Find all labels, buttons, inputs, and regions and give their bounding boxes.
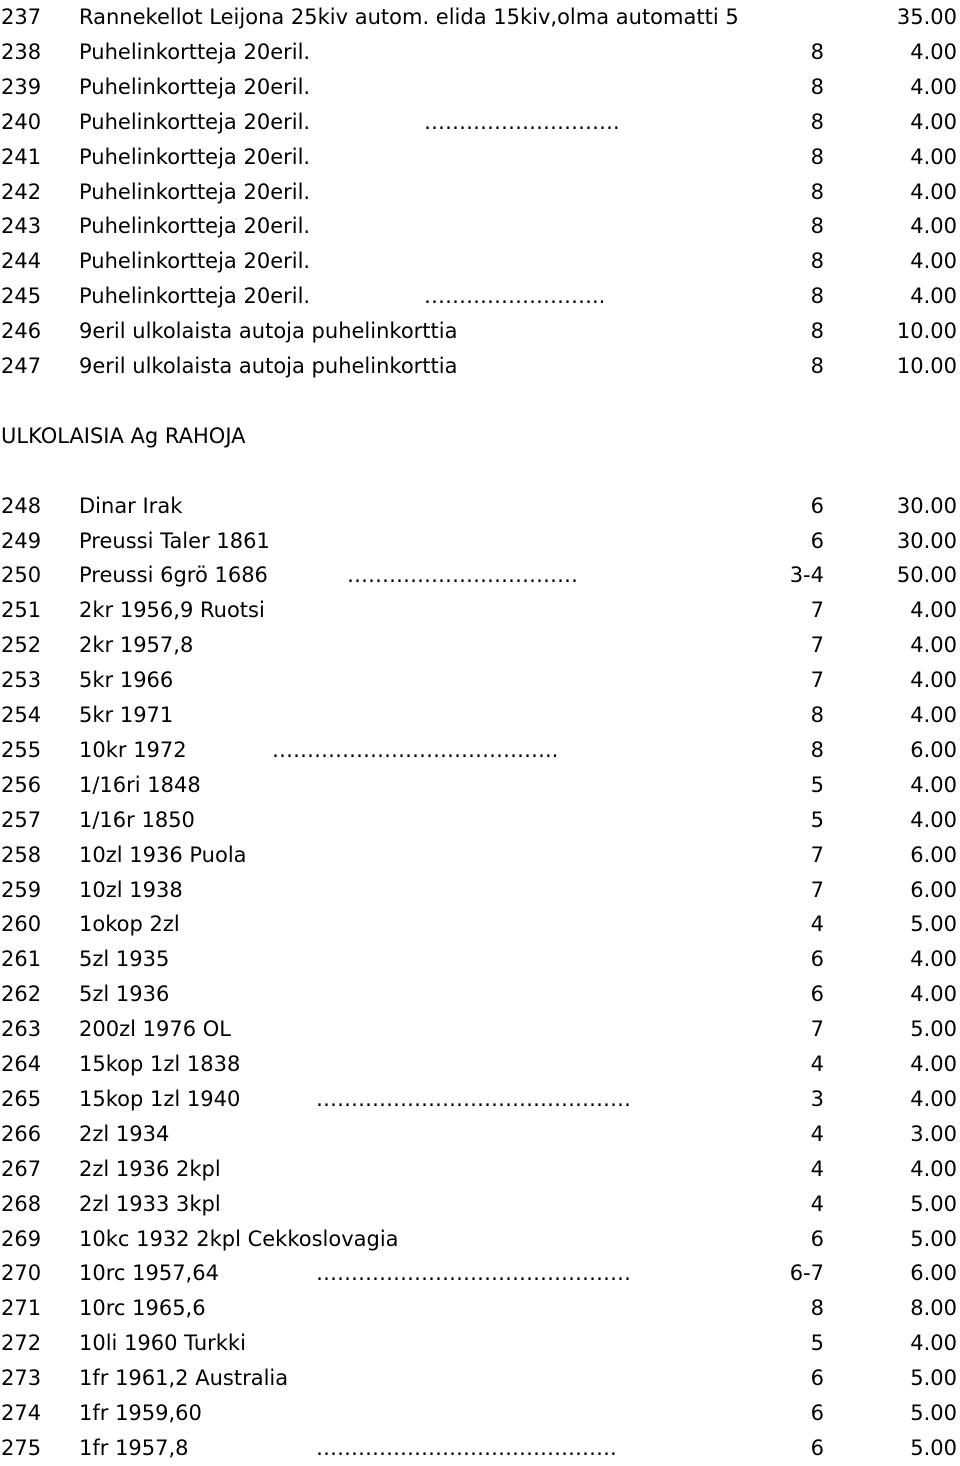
item-price: 4.00 (910, 947, 957, 972)
condition-grade: 6 (810, 982, 824, 1007)
condition-grade: 6 (810, 1366, 824, 1391)
lot-number: 243 (1, 214, 42, 239)
condition-grade: 7 (810, 598, 824, 623)
item-price: 4.00 (910, 249, 957, 274)
item-description: Puhelinkortteja 20eril. (79, 109, 311, 134)
item-description: 10rc 1965,6 (79, 1296, 206, 1321)
item-description: 5kr 1971 (79, 703, 174, 727)
list-item (0, 593, 960, 628)
item-price: 4.00 (910, 807, 957, 832)
lot-number: 261 (1, 947, 42, 972)
list-item (0, 349, 960, 384)
list-item (0, 733, 960, 768)
condition-grade: 6 (810, 1401, 824, 1425)
item-price: 4.00 (910, 982, 957, 1007)
item-price: 4.00 (910, 179, 957, 204)
item-price: 4.00 (910, 214, 957, 239)
lot-number: 273 (1, 1366, 42, 1391)
list-item (0, 105, 960, 140)
list-item (0, 314, 960, 349)
condition-grade: 8 (810, 319, 824, 344)
condition-grade: 8 (810, 737, 824, 762)
list-item (0, 803, 960, 838)
item-price: 6.00 (910, 877, 957, 902)
item-price: 4.00 (910, 668, 957, 693)
list-item (0, 1396, 960, 1431)
item-price: 4.00 (910, 1086, 957, 1111)
item-description: 1/16r 1850 (79, 807, 195, 832)
condition-grade: 4 (810, 912, 824, 937)
condition-grade: 6-7 (789, 1261, 824, 1286)
condition-grade: 8 (810, 39, 824, 64)
item-price: 4.00 (910, 633, 957, 658)
list-item (0, 489, 960, 524)
condition-grade: 7 (810, 842, 824, 867)
item-description: 10kr 1972 (79, 737, 187, 762)
condition-grade: 4 (810, 1156, 824, 1181)
list-item (0, 70, 960, 105)
item-price: 50.00 (896, 563, 957, 588)
leader-dots: ………………………. (424, 109, 620, 134)
item-price: 4.00 (910, 109, 957, 134)
list-item (0, 628, 960, 663)
item-price: 4.00 (910, 1156, 957, 1181)
lot-number: 246 (1, 319, 42, 344)
item-description: 10kc 1932 2kpl Cekkoslovagia (79, 1226, 399, 1251)
item-description: Puhelinkortteja 20eril. (79, 144, 311, 169)
item-price: 4.00 (910, 144, 957, 169)
lot-number: 247 (1, 354, 42, 378)
lot-number: 265 (1, 1086, 42, 1111)
item-price: 5.00 (910, 912, 957, 937)
item-price: 10.00 (896, 319, 957, 344)
item-description: 2kr 1957,8 (79, 633, 194, 658)
item-description: 1fr 1961,2 Australia (79, 1366, 289, 1391)
list-item (0, 244, 960, 279)
item-price: 5.00 (910, 1366, 957, 1391)
lot-number: 264 (1, 1052, 42, 1076)
lot-number: 263 (1, 1017, 42, 1042)
condition-grade: 7 (810, 877, 824, 902)
list-item (0, 768, 960, 803)
list-item (0, 907, 960, 942)
condition-grade: 8 (810, 109, 824, 134)
lot-number: 245 (1, 284, 42, 309)
lot-number: 237 (1, 5, 42, 29)
item-description: 10li 1960 Turkki (79, 1331, 246, 1356)
list-item (0, 1047, 960, 1082)
item-price: 30.00 (896, 528, 957, 553)
lot-number: 271 (1, 1296, 42, 1321)
list-item (0, 838, 960, 873)
item-price: 5.00 (910, 1401, 957, 1425)
condition-grade: 8 (810, 74, 824, 99)
item-price: 4.00 (910, 39, 957, 64)
item-price: 30.00 (896, 493, 957, 518)
list-item (0, 1431, 960, 1466)
item-price: 4.00 (910, 772, 957, 797)
list-item (0, 1326, 960, 1361)
leader-dots: …………………….. (424, 284, 606, 309)
lot-number: 239 (1, 74, 42, 99)
leader-dots: ……………………………………… (316, 1261, 631, 1286)
condition-grade: 4 (810, 1121, 824, 1146)
condition-grade: 8 (810, 1296, 824, 1321)
lot-number: 242 (1, 179, 42, 204)
lot-number: 257 (1, 807, 42, 832)
item-description: 5kr 1966 (79, 668, 174, 693)
lot-number: 262 (1, 982, 42, 1007)
item-price: 6.00 (910, 737, 957, 762)
item-description: 9eril ulkolaista autoja puhelinkorttia (79, 354, 458, 378)
list-item (0, 663, 960, 698)
lot-number: 274 (1, 1401, 42, 1425)
lot-number: 254 (1, 703, 42, 727)
item-price: 3.00 (910, 1121, 957, 1146)
item-description: 9eril ulkolaista autoja puhelinkorttia (79, 319, 458, 344)
lot-number: 252 (1, 633, 42, 658)
list-item (0, 175, 960, 210)
item-description: 15kop 1zl 1940 (79, 1086, 241, 1111)
item-price: 5.00 (910, 1017, 957, 1042)
lot-number: 250 (1, 563, 42, 588)
item-description: Puhelinkortteja 20eril. (79, 284, 311, 309)
condition-grade: 7 (810, 668, 824, 693)
lot-number: 260 (1, 912, 42, 937)
item-price: 8.00 (910, 1296, 957, 1321)
condition-grade: 8 (810, 703, 824, 727)
item-price: 6.00 (910, 1261, 957, 1286)
item-description: 15kop 1zl 1838 (79, 1052, 241, 1076)
lot-number: 248 (1, 493, 42, 518)
lot-number: 256 (1, 772, 42, 797)
condition-grade: 8 (810, 249, 824, 274)
list-item (0, 698, 960, 733)
condition-grade: 6 (810, 947, 824, 972)
list-item (0, 1187, 960, 1222)
leader-dots: ………………………………….. (272, 737, 559, 762)
item-price: 4.00 (910, 74, 957, 99)
item-description: 10rc 1957,64 (79, 1261, 219, 1286)
lot-number: 238 (1, 39, 42, 64)
item-price: 5.00 (910, 1226, 957, 1251)
lot-number: 268 (1, 1191, 42, 1216)
condition-grade: 8 (810, 179, 824, 204)
condition-grade: 5 (810, 772, 824, 797)
condition-grade: 5 (810, 1331, 824, 1356)
list-item (0, 873, 960, 908)
leader-dots: ……………………………………. (316, 1435, 617, 1460)
item-description: Rannekellot Leijona 25kiv autom. elida 15kiv,olma automatti 5 (79, 5, 739, 29)
condition-grade: 8 (810, 284, 824, 309)
item-description: 2zl 1934 (79, 1121, 170, 1146)
list-item (0, 1291, 960, 1326)
list-item (0, 942, 960, 977)
item-description: 2zl 1936 2kpl (79, 1156, 221, 1181)
list-item (0, 1152, 960, 1187)
lot-number: 240 (1, 109, 42, 134)
item-description: 1fr 1957,8 (79, 1435, 189, 1460)
lot-number: 249 (1, 528, 42, 553)
item-price: 4.00 (910, 284, 957, 309)
list-item (0, 1117, 960, 1152)
leader-dots: ……………………………………… (316, 1086, 631, 1111)
condition-grade: 6 (810, 1226, 824, 1251)
lot-number: 267 (1, 1156, 42, 1181)
condition-grade: 3-4 (789, 563, 824, 588)
list-item (0, 1256, 960, 1291)
leader-dots: …………………………… (347, 563, 578, 588)
item-price: 4.00 (910, 703, 957, 727)
lot-number: 272 (1, 1331, 42, 1356)
item-description: 2zl 1933 3kpl (79, 1191, 221, 1216)
condition-grade: 6 (810, 528, 824, 553)
item-price: 4.00 (910, 598, 957, 623)
item-description: Preussi 6grö 1686 (79, 563, 268, 588)
lot-number: 244 (1, 249, 42, 274)
item-description: Puhelinkortteja 20eril. (79, 39, 311, 64)
lot-number: 258 (1, 842, 42, 867)
lot-number: 275 (1, 1435, 42, 1460)
item-description: 5zl 1935 (79, 947, 170, 972)
condition-grade: 7 (810, 633, 824, 658)
item-price: 4.00 (910, 1331, 957, 1356)
item-description: Puhelinkortteja 20eril. (79, 74, 311, 99)
lot-number: 259 (1, 877, 42, 902)
condition-grade: 7 (810, 1017, 824, 1042)
item-description: 1fr 1959,60 (79, 1401, 202, 1425)
item-price: 10.00 (896, 354, 957, 378)
lot-number: 255 (1, 737, 42, 762)
list-item (0, 0, 960, 35)
lot-number: 241 (1, 144, 42, 169)
condition-grade: 6 (810, 1435, 824, 1460)
item-description: 10zl 1936 Puola (79, 842, 247, 867)
item-description: Puhelinkortteja 20eril. (79, 249, 311, 274)
list-item (0, 977, 960, 1012)
item-description: 1/16ri 1848 (79, 772, 201, 797)
condition-grade: 6 (810, 493, 824, 518)
condition-grade: 4 (810, 1191, 824, 1216)
item-description: 200zl 1976 OL (79, 1017, 231, 1042)
item-price: 6.00 (910, 842, 957, 867)
item-description: Puhelinkortteja 20eril. (79, 179, 311, 204)
item-price: 5.00 (910, 1435, 957, 1460)
lot-number: 251 (1, 598, 42, 623)
lot-number: 253 (1, 668, 42, 693)
lot-number: 269 (1, 1226, 42, 1251)
condition-grade: 5 (810, 807, 824, 832)
lot-number: 270 (1, 1261, 42, 1286)
list-item (0, 140, 960, 175)
list-item (0, 1222, 960, 1257)
condition-grade: 8 (810, 144, 824, 169)
condition-grade: 8 (810, 214, 824, 239)
list-item (0, 209, 960, 244)
item-description: 10zl 1938 (79, 877, 183, 902)
item-price: 4.00 (910, 1052, 957, 1076)
lot-number: 266 (1, 1121, 42, 1146)
item-price: 35.00 (896, 5, 957, 29)
item-description: Dinar Irak (79, 493, 183, 518)
item-description: 1okop 2zl (79, 912, 180, 937)
list-item (0, 558, 960, 593)
list-item (0, 1082, 960, 1117)
item-price: 5.00 (910, 1191, 957, 1216)
condition-grade: 3 (810, 1086, 824, 1111)
list-item (0, 524, 960, 559)
list-item (0, 35, 960, 70)
item-description: 5zl 1936 (79, 982, 170, 1007)
item-description: 2kr 1956,9 Ruotsi (79, 598, 265, 623)
item-description: Preussi Taler 1861 (79, 528, 270, 553)
condition-grade: 4 (810, 1052, 824, 1076)
condition-grade: 8 (810, 354, 824, 378)
list-item (0, 1012, 960, 1047)
item-description: Puhelinkortteja 20eril. (79, 214, 311, 239)
list-item (0, 1361, 960, 1396)
list-item (0, 279, 960, 314)
section-heading: ULKOLAISIA Ag RAHOJA (1, 423, 246, 448)
